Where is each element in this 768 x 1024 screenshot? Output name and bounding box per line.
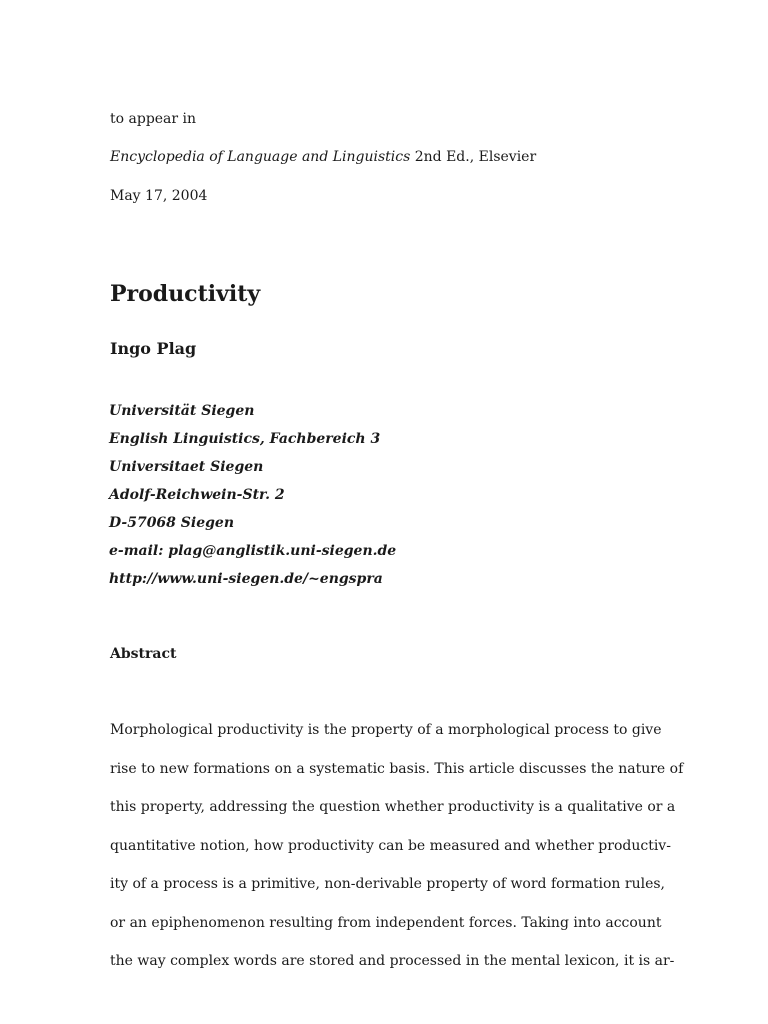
abstract-heading: Abstract: [110, 646, 177, 662]
publication-source: [110, 149, 536, 165]
article-title: Productivity: [110, 281, 261, 307]
abstract-line: ity of a process is a primitive, non-derivable property of word formation rules,: [110, 876, 665, 892]
publication-note: to appear in: [110, 111, 197, 127]
abstract-line: Morphological productivity is the property of a morphological process to give: [110, 722, 662, 738]
affiliation-line: Adolf-Reichwein-Str. 2: [109, 487, 285, 503]
abstract-line: this property, addressing the question whether productivity is a qualitative or a: [110, 799, 676, 815]
publication-date: May 17, 2004: [110, 188, 208, 204]
abstract-body: [110, 712, 684, 982]
author-name: Ingo Plag: [110, 339, 197, 358]
source-edition: 2nd Ed., Elsevier: [410, 149, 537, 165]
abstract-line: or an epiphenomenon resulting from independent forces. Taking into account: [110, 914, 662, 931]
affiliation-line: D-57068 Siegen: [109, 515, 235, 531]
abstract-line: rise to new formations on a systematic basis. This article discusses the nature of: [110, 760, 684, 777]
affiliation-line: Universitaet Siegen: [109, 459, 264, 475]
affiliation-line: English Linguistics, Fachbereich 3: [109, 431, 381, 447]
source-title: Encyclopedia of Language and Linguistics: [110, 149, 411, 165]
email-line: e-mail: plag@anglistik.uni-siegen.de: [109, 543, 397, 559]
website-line: http://www.uni-siegen.de/~engspra: [109, 571, 383, 587]
author-affiliation: [109, 402, 396, 598]
affiliation-line: Universität Siegen: [109, 403, 255, 419]
abstract-line: quantitative notion, how productivity can be measured and whether productiv-: [110, 837, 671, 854]
abstract-line: the way complex words are stored and processed in the mental lexicon, it is ar-: [110, 953, 675, 969]
